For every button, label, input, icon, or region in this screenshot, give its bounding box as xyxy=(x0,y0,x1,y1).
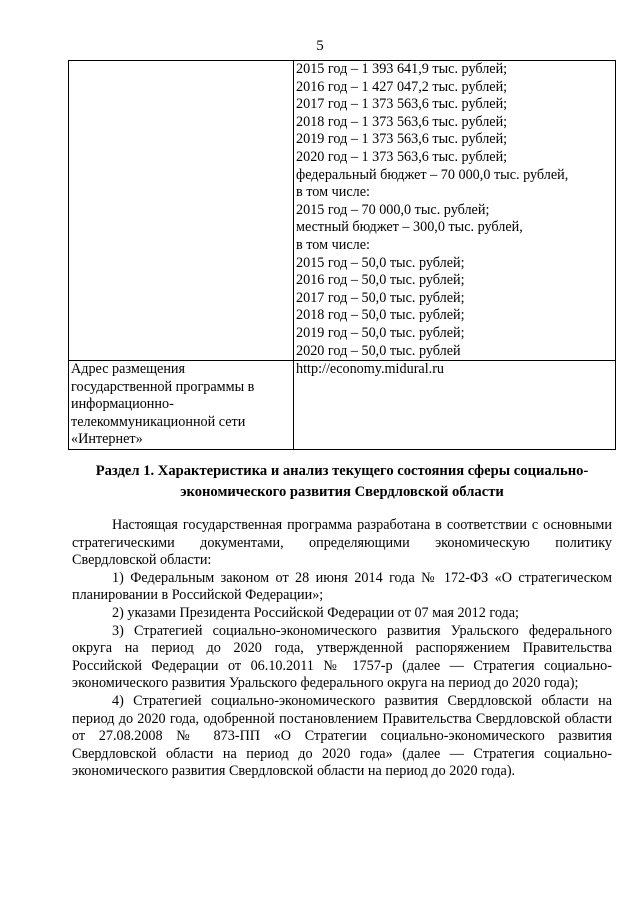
funding-line: 2018 год – 50,0 тыс. рублей; xyxy=(296,307,465,324)
address-label-line: телекоммуникационной сети xyxy=(71,413,246,430)
funding-line: 2016 год – 50,0 тыс. рублей; xyxy=(296,272,465,289)
address-label-line: Адрес размещения xyxy=(71,361,186,378)
funding-line: в том числе: xyxy=(296,236,370,253)
paragraph: 4) Стратегией социально-экономического развития Свердловской области на период до 2020 года, одобренной постановлением Правительства Свердловской области от 27.08.2008 № 873-ПП «О Стратегии социально-экономического развития Свердловской области на период до 2020 года» (далее — Стратегия социально-экономического развития Свердловской области на период до 2020 года). xyxy=(72,692,612,780)
paragraph: 2) указами Президента Российской Федерации от 07 мая 2012 года; xyxy=(112,604,519,621)
address-label-line: государственной программы в xyxy=(71,378,255,395)
funding-line: 2017 год – 50,0 тыс. рублей; xyxy=(296,289,465,306)
address-value-cell xyxy=(294,361,616,450)
address-label-cell xyxy=(69,361,294,450)
paragraph: 1) Федеральным законом от 28 июня 2014 года № 172-ФЗ «О стратегическом планировании в Российской Федерации»; xyxy=(72,569,612,604)
funding-line: 2017 год – 1 373 563,6 тыс. рублей; xyxy=(296,96,508,113)
funding-line: федеральный бюджет – 70 000,0 тыс. рублей, xyxy=(296,166,569,183)
paragraph: Настоящая государственная программа разработана в соответствии с основными стратегическими документами, определяющими экономическую политику Свердловской области: xyxy=(72,517,612,569)
funding-line: 2015 год – 50,0 тыс. рублей; xyxy=(296,254,465,271)
paragraph: 3) Стратегией социально-экономического развития Уральского федерального округа на период до 2020 года, утвержденной распоряжением Правительства Российской Федерации от 06.10.2011 № 1757-р (далее — Стратегия социально-экономического развития Уральского федерального округа на период до 2020 года); xyxy=(72,622,612,692)
funding-line: 2019 год – 1 373 563,6 тыс. рублей; xyxy=(296,131,508,148)
funding-line: 2016 год – 1 427 047,2 тыс. рублей; xyxy=(296,78,508,95)
funding-line: 2015 год – 70 000,0 тыс. рублей; xyxy=(296,201,490,218)
program-url: http://economy.midural.ru xyxy=(296,361,445,378)
table-cell-empty xyxy=(69,61,294,361)
section-heading-line: экономического развития Свердловской области xyxy=(180,484,504,500)
address-label-line: «Интернет» xyxy=(71,431,143,448)
funding-line: 2019 год – 50,0 тыс. рублей; xyxy=(296,324,465,341)
address-label-line: информационно- xyxy=(71,396,174,413)
table-row-funding xyxy=(69,61,616,361)
section-heading xyxy=(68,461,616,503)
funding-line: 2018 год – 1 373 563,6 тыс. рублей; xyxy=(296,113,508,130)
page-number: 5 xyxy=(316,38,324,54)
funding-line: 2020 год – 1 373 563,6 тыс. рублей; xyxy=(296,148,508,165)
section-heading-line: Раздел 1. Характеристика и анализ текущего состояния сферы социально- xyxy=(95,463,589,479)
funding-line: местный бюджет – 300,0 тыс. рублей, xyxy=(296,219,523,236)
funding-line: в том числе: xyxy=(296,184,370,201)
funding-line: 2015 год – 1 393 641,9 тыс. рублей; xyxy=(296,61,508,77)
body-text xyxy=(72,517,612,781)
program-passport-table xyxy=(68,60,616,450)
table-row-address xyxy=(69,361,616,450)
funding-line: 2020 год – 50,0 тыс. рублей xyxy=(296,342,461,359)
funding-cell xyxy=(294,61,616,361)
